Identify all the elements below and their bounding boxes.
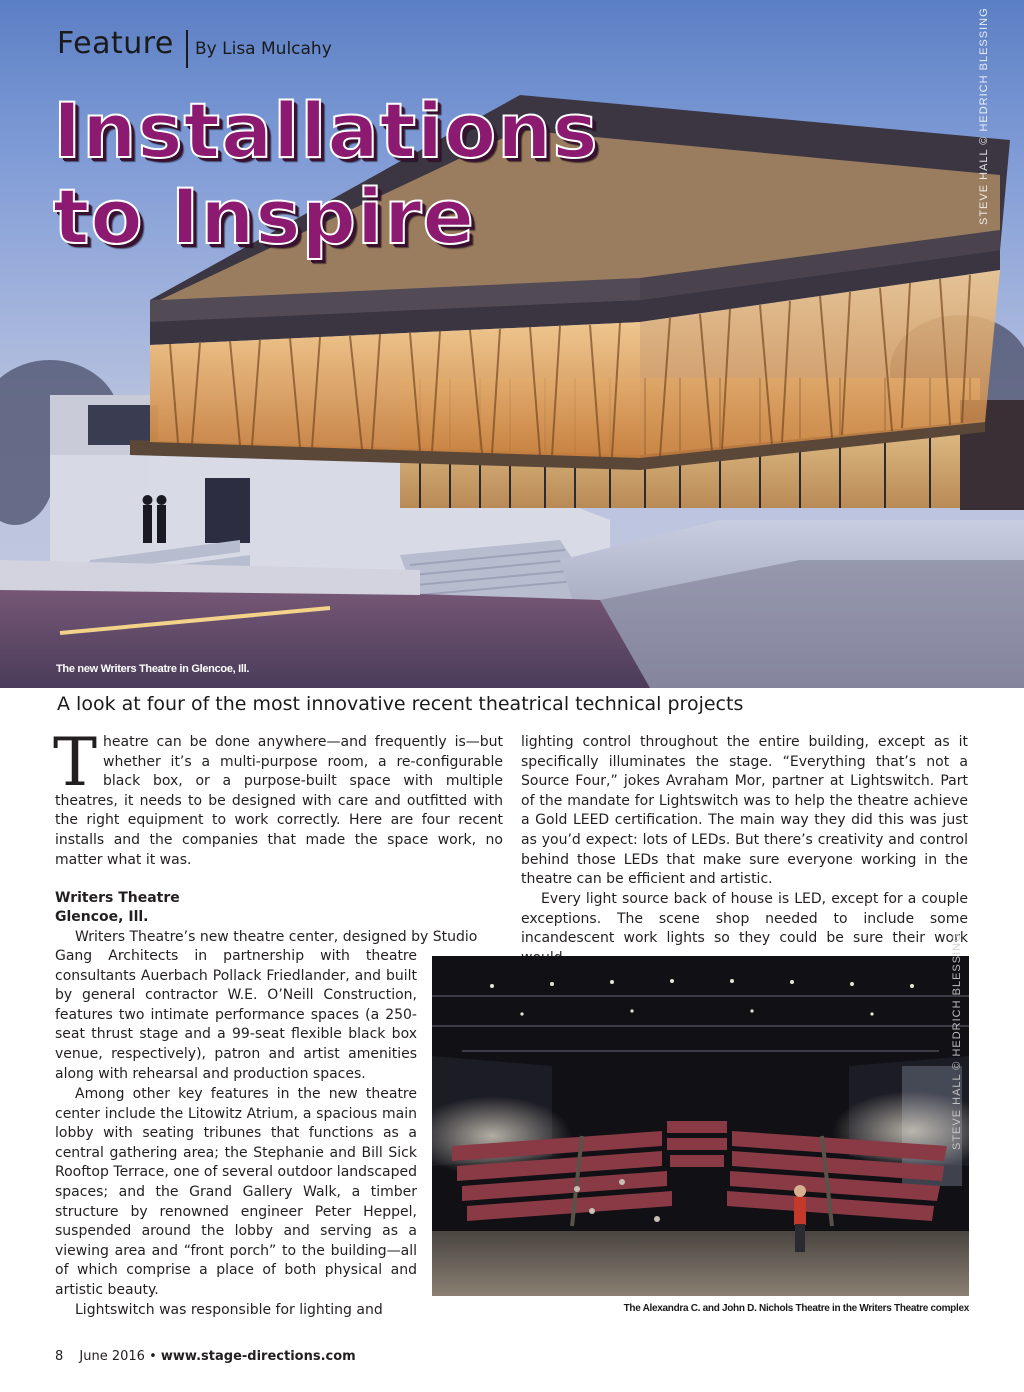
interior-photo-caption: The Alexandra C. and John D. Nichols Theatre in the Writers Theatre complex: [623, 1303, 969, 1314]
footer-separator: •: [149, 1349, 157, 1364]
theatre-interior-illustration: [432, 956, 969, 1296]
hero-photo-caption: The new Writers Theatre in Glencoe, Ill.: [56, 663, 250, 675]
page-number: 8: [55, 1349, 64, 1364]
body-paragraph-3: Lightswitch was responsible for lighting and: [75, 1302, 383, 1318]
hero-photo-credit: STEVE HALL © HEDRICH BLESSING: [978, 7, 990, 225]
body-paragraph-1: Gang Architects in partnership with theatre consultants Auerbach Pollack Friedlander, and built by general contractor W.E. O’Neill Construction, features two intimate performance spaces (a 250-seat thrust stage and a 99-seat flexible black box venue, respectively), patron and artist amenities along with rehearsal and production spaces.: [55, 948, 417, 1082]
hero-photo: [0, 0, 1024, 688]
byline: By Lisa Mulcahy: [195, 39, 332, 59]
body-paragraph-4: Every light source back of house is LED, except for a couple exceptions. The scene shop needed to include some incandescent work lights so they could be sure their work: [521, 891, 968, 947]
headline: [53, 88, 693, 260]
body-paragraph-3-continued: lighting control throughout the entire building, except as it specifically illuminates the stage. “Everything that’s not a Source Four,” jokes Avraham Mor, partner at Lightswitch. Part of the mandate for Lightswitch was to help the theatre achieve a Gold LEED certification. The main way they did this was just as you’d expect: lots of LEDs. But there’s creativity and control behind those LEDs that make sure everyone working in the theatre can be efficient and artistic.: [521, 734, 968, 888]
kicker-divider: [186, 30, 188, 68]
issue-date: June 2016: [79, 1349, 145, 1364]
section-heading: Writers Theatre: [55, 890, 180, 906]
intro-paragraph: [53, 724, 503, 870]
drop-cap: T: [53, 724, 98, 801]
interior-photo: [432, 956, 969, 1296]
section-location: Glencoe, Ill.: [55, 909, 149, 925]
page-footer: [55, 1349, 356, 1364]
body-paragraph-1-lead: Writers Theatre’s new theatre center, designed by Studio: [75, 929, 478, 945]
intro-text: heatre can be done anywhere—and frequently is—but whether it’s a multi-purpose room, a re-configurable black box, or a purpose-built space with multiple theatres, it needs to be designed with care and outfitted with the right equipment to work correctly. Here are four recent installs and the companies that made the space work, no matter what it was.: [55, 734, 503, 868]
website-link[interactable]: www.stage-directions.com: [160, 1349, 356, 1364]
body-paragraph-2: Among other key features in the new theatre center include the Litowitz Atrium, a spacious main lobby with seating tribunes that functions as a central gathering area; the Stephanie and Bill Sick Rooftop Terrace, one of several outdoor landscaped spaces; and the Grand Gallery Walk, a timber structure by renowned engineer Peter Heppel, suspended around the lobby and serving as a viewing area and “front porch” to the building—all of which comprise a place of both physical and artistic beauty.: [55, 1086, 417, 1298]
deck: A look at four of the most innovative recent theatrical technical projects: [57, 693, 744, 715]
headline-line-2: to Inspire: [53, 172, 476, 261]
feature-kicker: Feature: [57, 26, 174, 61]
interior-photo-credit: STEVE HALL © HEDRICH BLESSING: [951, 932, 963, 1150]
headline-line-1: Installations: [53, 86, 599, 175]
